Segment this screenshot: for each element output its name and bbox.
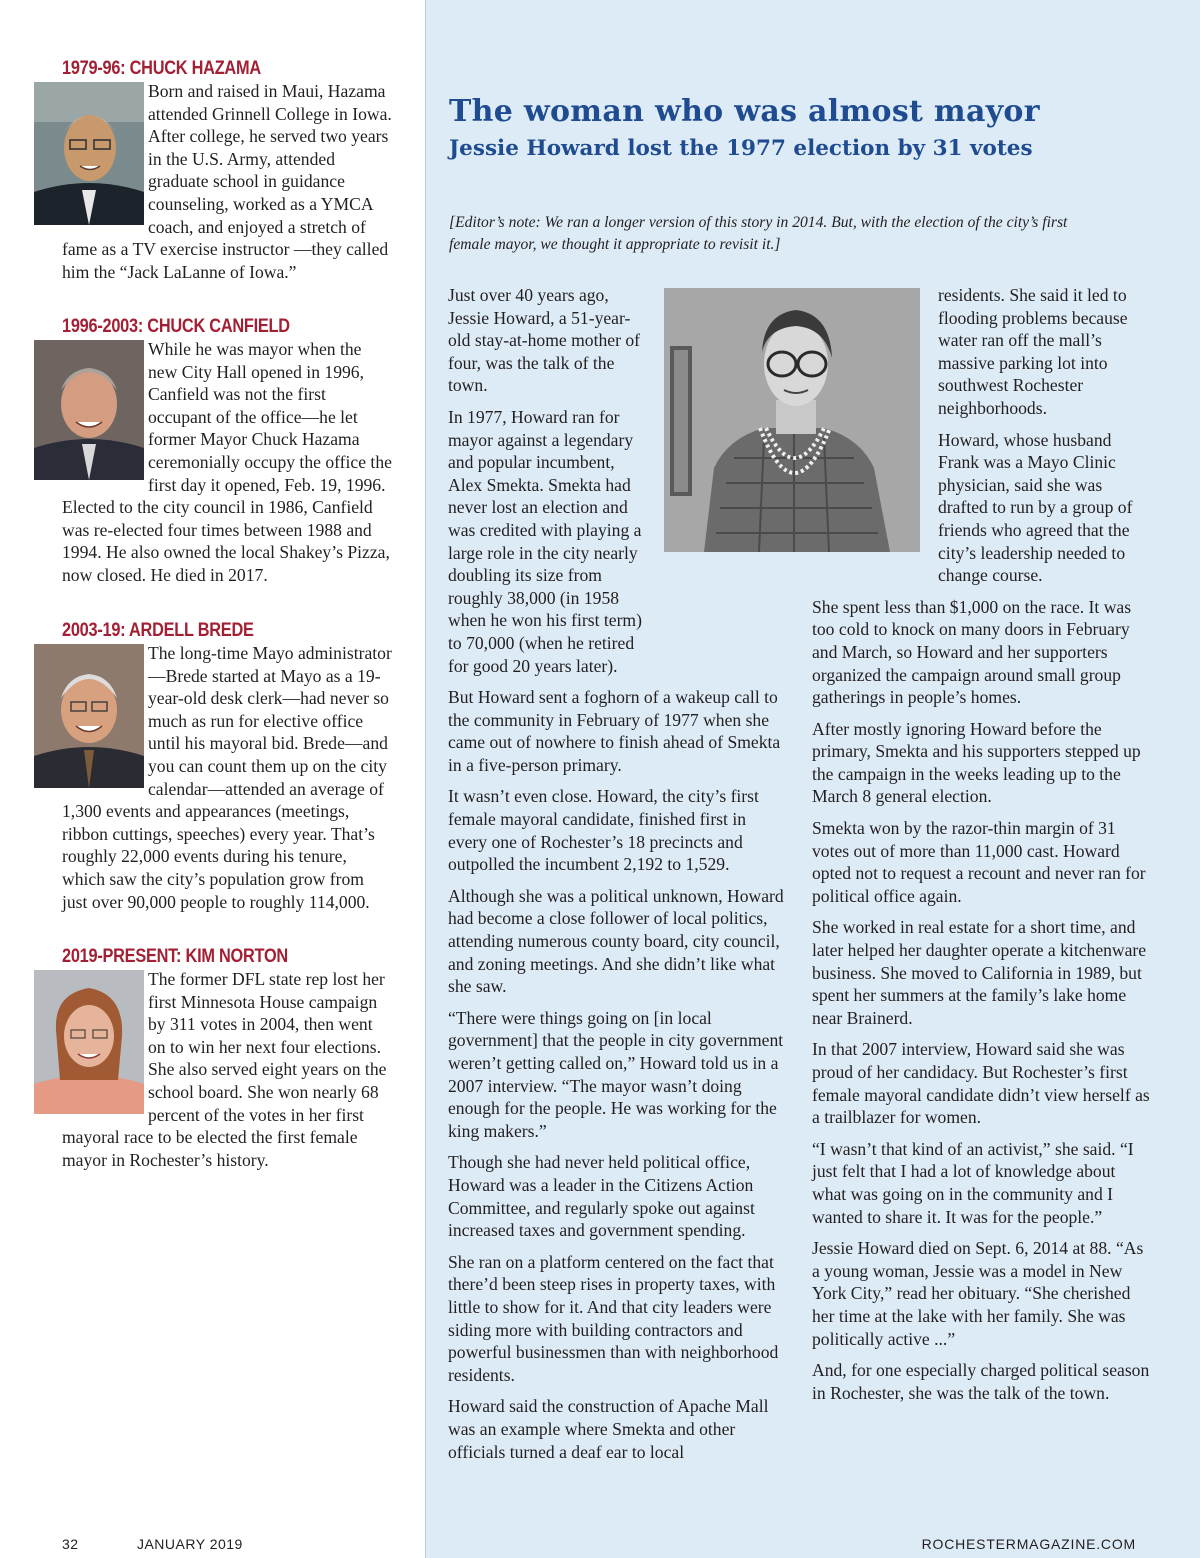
article-subhead: Jessie Howard lost the 1977 election by 31 votes (449, 136, 1033, 161)
mayor-heading: 2019-PRESENT: KIM NORTON (62, 946, 288, 967)
article-panel (425, 0, 1200, 1558)
article-paragraph: It wasn’t even close. Howard, the city’s first female mayoral candidate, finished first in every one of Rochester’s 18 precincts and outpolled the incumbent 2,192 to 1,529. (448, 786, 759, 875)
mayor-entry-norton (62, 946, 392, 1171)
mayor-bio: While he was mayor when the new City Hall opened in 1996, Canfield was not the first occupant of the office—he let former Mayor Chuck Hazama ceremonially occupy the office the first day it opened, Feb. 19, 1996. Elected to the city council in 1986, Canfield was re-elected four times between 1988 and 1994. He also owned the local Shakey’s Pizza, now closed. He died in 2017. (62, 339, 392, 585)
mayor-heading: 2003-19: ARDELL BREDE (62, 620, 254, 641)
website-url: ROCHESTERMAGAZINE.COM (921, 1536, 1136, 1552)
article-paragraph: residents. She said it led to flooding problems because water ran off the mall’s massive parking lot into southwest Rochester neighborhoods. (938, 285, 1128, 418)
article-paragraph: She worked in real estate for a short time, and later helped her daughter operate a kitchenware business. She moved to California in 1989, but spent her summers at the family’s lake home near Brainerd. (812, 917, 1147, 1028)
article-headline: The woman who was almost mayor (449, 94, 1040, 129)
mayor-heading: 1979-96: CHUCK HAZAMA (62, 58, 261, 79)
mayor-entry-brede (62, 620, 392, 913)
editor-note: [Editor’s note: We ran a longer version of this story in 2014. But, with the election of the city’s first female mayor, we thought it appropriate to revisit it.] (449, 214, 1068, 253)
mayor-sidebar (0, 0, 425, 1558)
article-paragraph: “I wasn’t that kind of an activist,” she said. “I just felt that I had a lot of knowledge about what was going on in the community and I wanted to share it. It was for the people.” (812, 1138, 1134, 1227)
brede-photo (34, 644, 144, 788)
article-paragraph: Just over 40 years ago, Jessie Howard, a 51-year-old stay-at-home mother of four, was the talk of the town. (448, 285, 641, 396)
article-paragraph: She ran on a platform centered on the fact that there’d been steep rises in property taxes, with little to show for it. And that city leaders were siding more with building contractors and powerful businessmen than with neighborhood residents. (448, 1251, 779, 1385)
article-paragraph: But Howard sent a foghorn of a wakeup call to the community in February of 1977 when she came out of nowhere to finish ahead of Smekta in a five-person primary. (448, 687, 781, 775)
norton-photo (34, 970, 144, 1114)
article-paragraph: Though she had never held political office, Howard was a leader in the Citizens Action Committee, and regularly spoke out against increased taxes and government spending. (448, 1152, 755, 1241)
article-paragraph-text: In 1977, Howard ran for mayor against a legendary and popular incumbent, Alex Smekta. Smekta had never lost an election and was credited with playing a large role in the city nearly doubling its size from roughly 38,000 (in 1958 when he won his first term) to 70,000 (when he retired for good 20 years later). (448, 406, 642, 676)
mayor-bio: The long-time Mayo administrator—Brede started at Mayo as a 19-year-old desk clerk—had never so much as run for elective office until his mayoral bid. Brede—and you can count them up on the city calendar—attended an average of 1,300 events and appearances (meetings, ribbon cuttings, speeches) every year. That’s roughly 22,000 events during his tenure, which saw the city’s population grow from just over 90,000 people to roughly 114,000. (62, 643, 392, 912)
article-paragraph: Jessie Howard died on Sept. 6, 2014 at 88. “As a young woman, Jessie was a model in New York City,” read her obituary. “She cherished her time at the lake with her family. She was politically active ...” (812, 1238, 1144, 1349)
issue-date: JANUARY 2019 (136, 1536, 243, 1552)
mayor-entry-hazama (62, 58, 392, 283)
page-number: 32 (62, 1536, 79, 1552)
mayor-bio: The former DFL state rep lost her first Minnesota House campaign by 311 votes in 2004, then went on to win her next four elections. She also served eight years on the school board. She won nearly 68 percent of the votes in her first mayoral race to be elected the first female mayor in Rochester’s history. (62, 969, 387, 1170)
article-paragraph: And, for one especially charged political season in Rochester, she was the talk of the town. (812, 1360, 1150, 1403)
article-paragraph: Smekta won by the razor-thin margin of 31 votes out of more than 11,000 cast. Howard opted not to request a recount and never ran for political office again. (812, 818, 1146, 906)
article-paragraph: Howard, whose husband Frank was a Mayo Clinic physician, said she was drafted to run by a group of friends who agreed that the city’s leadership needed to change course. (938, 429, 1133, 586)
article-column-2 (812, 284, 1150, 1413)
article-paragraph: In that 2007 interview, Howard said she was proud of her candidacy. But Rochester’s first female mayoral candidate didn’t view herself as a trailblazer for women. (812, 1039, 1150, 1128)
article-column-1 (448, 284, 788, 1472)
mayor-entry-canfield (62, 316, 392, 587)
mayor-bio: Born and raised in Maui, Hazama attended Grinnell College in Iowa. After college, he served two years in the U.S. Army, attended graduate school in guidance counseling, worked as a YMCA coach, and enjoyed a stretch of fame as a TV exercise instructor —they called him the “Jack LaLanne of Iowa.” (62, 81, 392, 282)
footer-left (62, 1536, 297, 1552)
hazama-photo (34, 82, 144, 225)
article-paragraph: Although she was a political unknown, Howard had become a close follower of local politics, attending numerous county board, city council, and zoning meetings. And she didn’t like what she saw. (448, 885, 784, 997)
article-paragraph: After mostly ignoring Howard before the primary, Smekta and his supporters stepped up the campaign in the weeks leading up to the March 8 general election. (812, 718, 1141, 807)
canfield-photo (34, 340, 144, 480)
article-paragraph: She spent less than $1,000 on the race. It was too cold to knock on many doors in February and March, so Howard and her supporters organized the campaign around small group gatherings in people’s homes. (812, 596, 1132, 708)
mayor-heading: 1996-2003: CHUCK CANFIELD (62, 316, 290, 337)
article-paragraph (448, 406, 648, 677)
article-paragraph: “There were things going on [in local government] that the people in city government weren’t getting called on,” Howard told us in a 2007 interview. “The mayor wasn’t doing enough for the people. He was working for the king makers.” (448, 1007, 784, 1141)
article-paragraph: Howard said the construction of Apache Mall was an example where Smekta and other officials turned a deaf ear to local (448, 1396, 769, 1462)
